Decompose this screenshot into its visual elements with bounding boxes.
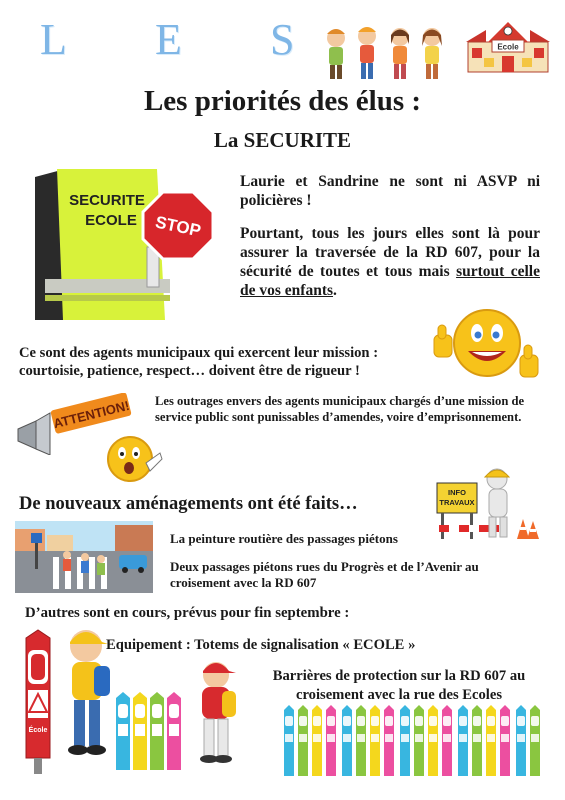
amenagement-item-1: La peinture routière des passages piétons <box>170 531 398 546</box>
en-cours-item-1: Equipement : Totems de signalisation « ECOLE » <box>106 637 416 653</box>
amenagement-item-2: Deux passages piétons rues du Progrès et de l’Avenir au croisement avec la RD 607 <box>170 559 479 590</box>
en-cours-item-2: Barrières de protection sur la RD 607 au croisement avec la rue des Ecoles <box>272 668 526 703</box>
vest-text-ecole: ECOLE <box>85 212 137 229</box>
red-school-totem-icon <box>20 628 56 774</box>
intro-paragraph-1: Laurie et Sandrine ne sont ni ASVP ni policières ! <box>240 173 540 209</box>
protection-barriers-icon <box>282 704 544 778</box>
agents-paragraph: Ce sont des agents municipaux qui exercent leur mission : courtoisie, patience, respect… doivent être de rigueur ! <box>19 345 379 379</box>
intro-paragraph-2 <box>240 224 540 300</box>
attention-label: ATTENTION! <box>51 397 131 432</box>
security-vest-photo <box>35 167 220 320</box>
intro-p2-end: . <box>333 282 337 299</box>
pedestrian-crossing-illustration <box>15 521 153 593</box>
en-cours-heading: D’autres sont en cours, prévus pour fin septembre : <box>25 605 350 621</box>
construction-worker-icon <box>435 463 540 541</box>
outrages-paragraph: Les outrages envers des agents municipaux chargés d’une mission de service public sont punissables d’amendes, voire d’emprisonnement. <box>155 394 525 424</box>
intro-p2-underlined: surtout celle de vos enfants <box>240 263 540 299</box>
page-title: Les priorités des élus : <box>143 85 422 117</box>
small-totems-group-icon <box>114 690 186 776</box>
page-subtitle: La SECURITE <box>213 128 352 152</box>
school-building-icon <box>466 20 550 74</box>
red-totem-label: École <box>28 727 48 734</box>
thumbs-up-smiley-icon <box>432 305 542 387</box>
intro-p2-text: Pourtant, tous les jours elles sont là pour assurer la traversée de la RD 607, pour la sécurité de toutes et tous mais <box>240 225 540 280</box>
info-sign-line1: INFO <box>448 488 466 497</box>
schoolboy-red-cap-icon <box>188 655 246 767</box>
info-sign-line2: TRAVAUX <box>439 498 475 507</box>
header-letter-s: S <box>270 15 295 64</box>
school-kids-illustration <box>322 22 452 82</box>
header-letter-e: E <box>155 15 182 64</box>
stop-sign-text: STOP <box>153 212 203 241</box>
vest-text-securite: SECURITE <box>69 192 145 209</box>
shocked-smiley-icon <box>100 433 164 485</box>
school-sign-text: Ecole <box>497 42 519 52</box>
header-letter-l: L <box>40 15 67 64</box>
amenagements-heading: De nouveaux aménagements ont été faits… <box>19 494 358 514</box>
